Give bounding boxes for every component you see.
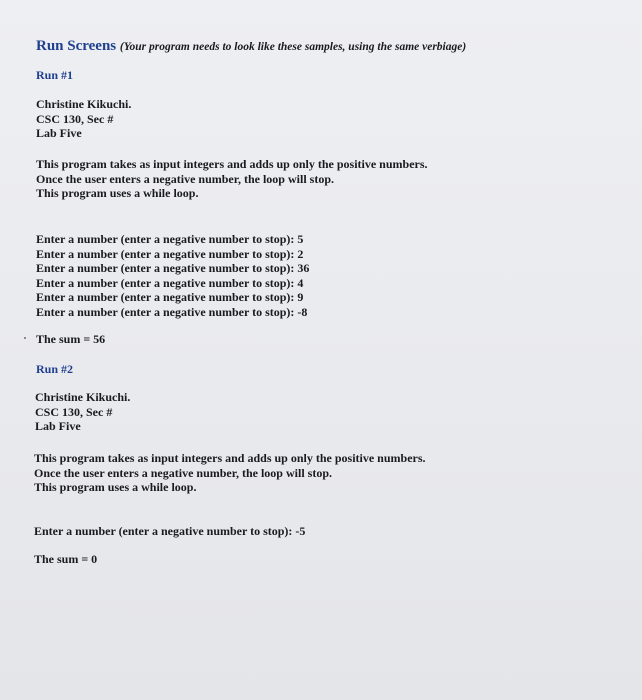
- run-2-description-line: This program takes as input integers and adds up only the positive numbers.: [34, 451, 426, 465]
- run-2-inputs: [34, 524, 305, 539]
- run-2-sum: The sum = 0: [34, 552, 98, 566]
- run-1-inputs: [36, 232, 309, 319]
- run-2-header-course: CSC 130, Sec #: [35, 404, 113, 419]
- run-1-header-lab: Lab Five: [36, 126, 82, 140]
- run-1-input-line: Enter a number (enter a negative number to stop): 9: [36, 290, 304, 304]
- run-1-description-line: This program takes as input integers and adds up only the positive numbers.: [36, 157, 428, 171]
- page-heading: [36, 38, 466, 55]
- run-1-description: [36, 157, 428, 201]
- run-1-header-name: Christine Kikuchi.: [36, 97, 132, 111]
- run-1-description-line: Once the user enters a negative number, the loop will stop.: [36, 171, 334, 186]
- run-2-description-line: This program uses a while loop.: [34, 480, 197, 494]
- run-1-input-line: Enter a number (enter a negative number to stop): 5: [36, 232, 304, 246]
- run-2-label: Run #2: [36, 362, 74, 376]
- run-1-input-line: Enter a number (enter a negative number to stop): 4: [36, 275, 304, 290]
- page-title: Run Screens: [36, 38, 117, 54]
- run-2-header: [35, 390, 130, 434]
- run-1-input-line: Enter a number (enter a negative number to stop): 2: [36, 246, 304, 261]
- margin-mark: [24, 337, 26, 339]
- run-1-input-line: Enter a number (enter a negative number to stop): -8: [36, 304, 308, 319]
- run-1-sum: The sum = 56: [36, 332, 106, 346]
- run-2-header-lab: Lab Five: [35, 419, 81, 433]
- run-1-description-line: This program uses a while loop.: [36, 186, 199, 200]
- run-2-header-name: Christine Kikuchi.: [35, 390, 131, 404]
- run-1-input-line: Enter a number (enter a negative number to stop): 36: [36, 261, 310, 275]
- page-subtitle: (Your program needs to look like these samples, using the same verbiage): [119, 41, 467, 53]
- run-1-label: Run #1: [36, 68, 74, 82]
- run-2-description-line: Once the user enters a negative number, the loop will stop.: [34, 465, 332, 480]
- run-1-header-course: CSC 130, Sec #: [36, 111, 114, 126]
- run-2-description: [34, 451, 426, 495]
- run-1-header: [36, 97, 131, 141]
- run-2-input-line: Enter a number (enter a negative number to stop): -5: [34, 524, 306, 538]
